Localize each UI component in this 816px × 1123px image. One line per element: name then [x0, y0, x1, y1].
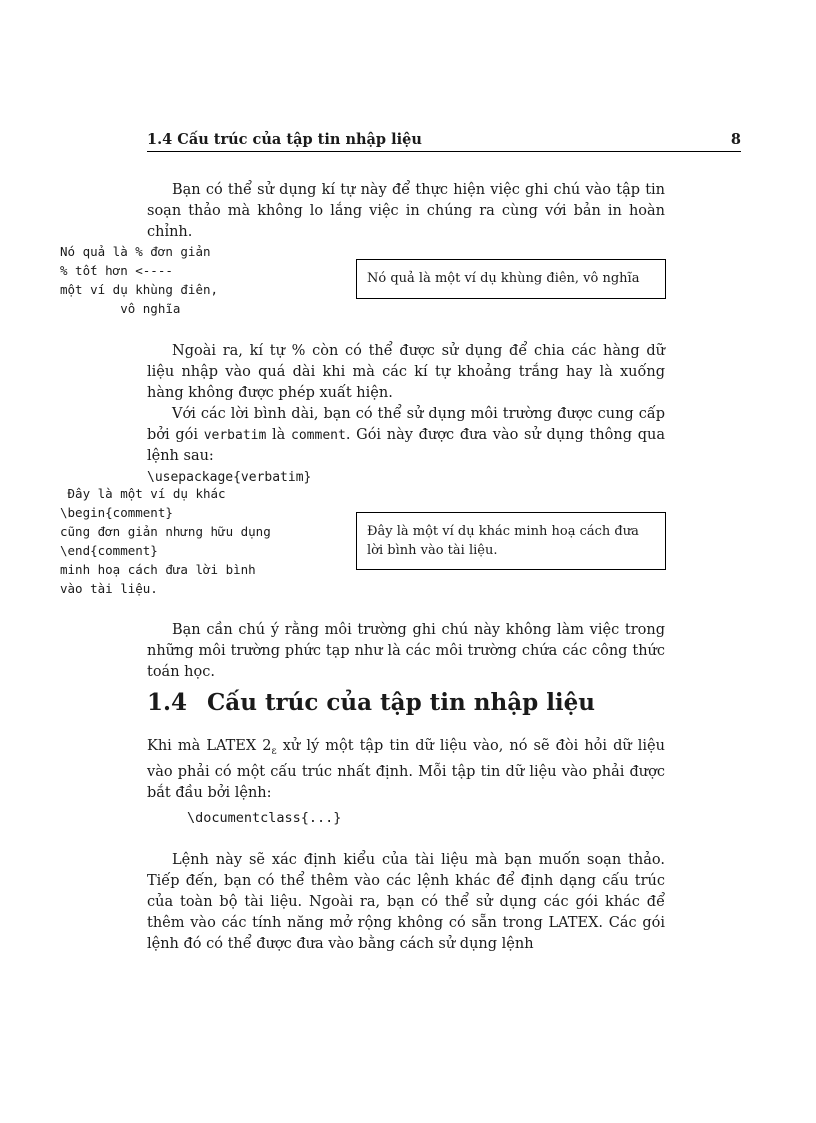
usepackage-command: \usepackage{verbatim} — [147, 470, 312, 485]
latex-logo: LATEX 2 — [206, 738, 272, 754]
paragraph-5: Khi mà LATEX $2_\varepsilon$ xử lý một tập tin dữ liệu vào, nó sẽ đòi hỏi dữ liệu vào phải có một cấu trúc nhất định. Mỗi tập tin dữ liệu vào phải được bắt đầu bởi lệnh: — [147, 738, 665, 801]
page-number: 8 — [730, 131, 741, 148]
running-header — [147, 131, 741, 152]
example-1-code: Nó quả là % đơn giản % tốt hơn <---- một ví dụ khùng điên, vô nghĩa — [60, 244, 219, 316]
example-1-output: Nó quả là một ví dụ khùng điên, vô nghĩa — [356, 259, 666, 299]
paragraph-1: Bạn có thể sử dụng kí tự này để thực hiện việc ghi chú vào tập tin soạn thảo mà không lo lắng việc in chúng ra cùng với bản in hoàn chỉnh. — [147, 182, 665, 240]
section-number: 1.4 — [147, 689, 188, 716]
environment-name: comment — [291, 428, 346, 443]
paragraph-4: Bạn cần chú ý rằng môi trường ghi chú này không làm việc trong những môi trường phức tạp như là các môi trường chứa các công thức toán học. — [147, 622, 665, 680]
paragraph-2: Ngoài ra, kí tự % còn có thể được sử dụng để chia các hàng dữ liệu nhập vào quá dài khi mà các kí tự khoảng trắng hay là xuống hàng không được phép xuất hiện. — [147, 343, 665, 401]
paragraph-6: Lệnh này sẽ xác định kiểu của tài liệu mà bạn muốn soạn thảo. Tiếp đến, bạn có thể thêm vào các lệnh khác để định dạng cấu trúc của toàn bộ tài liệu. Ngoài ra, bạn có thể sử dụng các gói khác để thêm vào các tính năng mở rộng không có sẵn trong LATEX. Các gói lệnh đó có thể được đưa vào bằng cách sử dụng lệnh — [147, 852, 665, 952]
example-2-code: Đây là một ví dụ khác \begin{comment} cũng đơn giản nhưng hữu dụng \end{comment} minh hoạ cách đưa lời bình vào tài liệu. — [60, 486, 271, 596]
documentclass-code: \documentclass{...} — [187, 810, 342, 826]
section-title: Cấu trúc của tập tin nhập liệu — [207, 689, 596, 716]
paragraph-3: Với các lời bình dài, bạn có thể sử dụng môi trường được cung cấp bởi gói verbatim là comment. Gói này được đưa vào sử dụng thông qua lệnh sau: \usepackage{verbatim} — [147, 404, 665, 488]
package-name: verbatim — [203, 428, 267, 443]
section-heading — [147, 689, 595, 716]
latex-logo: LATEX — [548, 915, 599, 931]
header-title: 1.4 Cấu trúc của tập tin nhập liệu — [147, 131, 422, 148]
example-2-output: Đây là một ví dụ khác minh hoạ cách đưa lời bình vào tài liệu. — [356, 512, 666, 570]
